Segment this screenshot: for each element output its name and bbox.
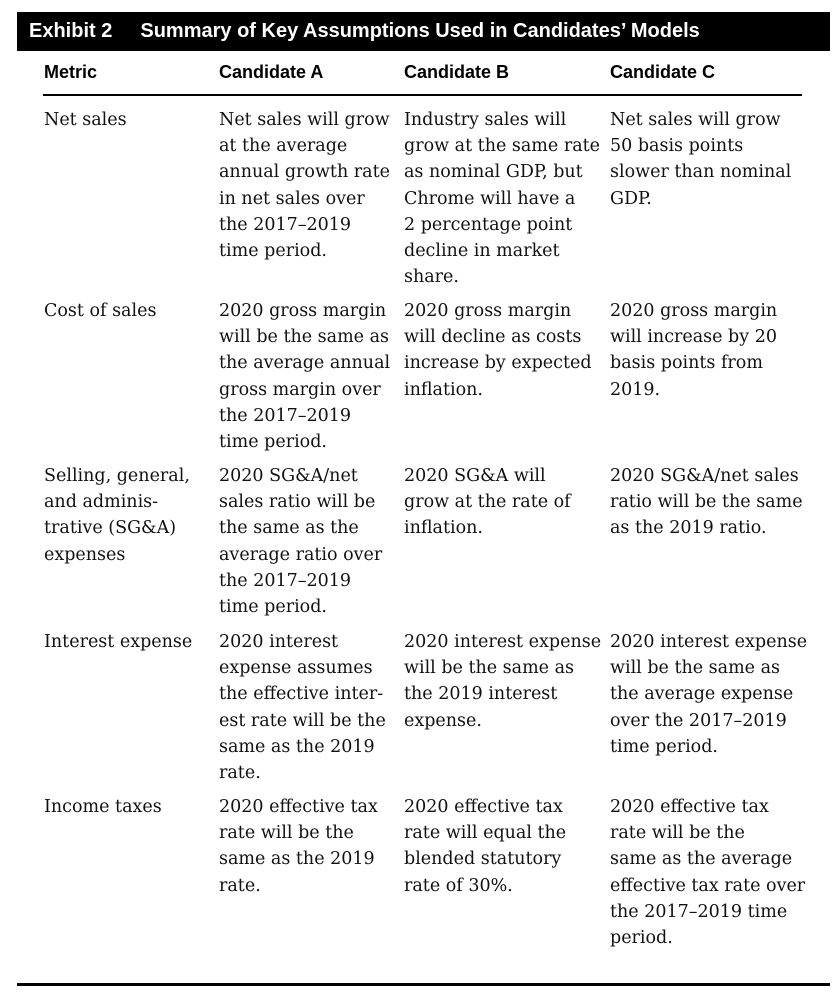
cell-line: same as the 2019: [219, 849, 375, 870]
cell-line: GDP.: [610, 188, 652, 209]
cell-line: the 2019 interest: [404, 684, 558, 705]
cell-line: rate will be the: [610, 823, 745, 844]
exhibit-header: [17, 12, 830, 51]
metric-cell: [44, 298, 156, 324]
cell-line: rate.: [219, 763, 261, 784]
cell-line: Net sales: [44, 110, 127, 130]
cell-line: decline in market: [404, 241, 560, 262]
cell-line: will be the same as: [610, 658, 781, 679]
cell-line: blended statutory: [404, 849, 562, 870]
cell-line: Income taxes: [44, 797, 162, 817]
cell-line: and adminis-: [44, 492, 159, 513]
candidate-a-cell: [219, 463, 382, 620]
cell-line: basis points from: [610, 353, 763, 374]
candidate-c-cell: [610, 298, 777, 403]
cell-line: increase by expected: [404, 353, 592, 374]
cell-line: as nominal GDP, but: [404, 162, 583, 183]
cell-line: at the average: [219, 136, 348, 157]
cell-line: 2020 interest expense: [404, 632, 602, 652]
cell-line: as the 2019 ratio.: [610, 518, 767, 539]
metric-cell: [44, 463, 190, 568]
cell-line: time period.: [219, 432, 327, 453]
cell-line: annual growth rate: [219, 162, 390, 183]
metric-cell: [44, 629, 192, 655]
cell-line: inflation.: [404, 379, 483, 400]
cell-line: the average annual: [219, 353, 391, 374]
cell-line: rate of 30%.: [404, 875, 513, 896]
cell-line: expenses: [44, 544, 126, 565]
cell-line: expense.: [404, 710, 482, 731]
candidate-a-cell: [219, 298, 390, 455]
cell-line: inflation.: [404, 518, 483, 539]
cell-line: 2020 interest: [219, 632, 339, 652]
cell-line: over the 2017–2019: [610, 710, 787, 731]
cell-line: 2020 effective tax: [219, 797, 378, 817]
cell-line: slower than nominal: [610, 162, 792, 183]
cell-line: trative (SG&A): [44, 518, 177, 539]
cell-line: the 2017–2019: [219, 570, 352, 591]
metric-cell: [44, 107, 127, 133]
candidate-b-cell: [404, 463, 571, 542]
cell-line: 2019.: [610, 379, 661, 400]
candidate-b-cell: [404, 794, 566, 899]
cell-line: same as the 2019: [219, 736, 375, 757]
cell-line: Selling, general,: [44, 466, 190, 486]
cell-line: 2020 SG&A/net: [219, 466, 358, 486]
cell-line: rate will equal the: [404, 823, 567, 844]
candidate-b-cell: [404, 298, 592, 403]
candidate-b-cell: [404, 629, 601, 734]
cell-line: time period.: [610, 736, 718, 757]
cell-line: will increase by 20: [610, 327, 777, 348]
cell-line: rate will be the: [219, 823, 354, 844]
cell-line: will be the same as: [219, 327, 390, 348]
column-header-metric: Metric: [44, 62, 98, 82]
cell-line: in net sales over: [219, 188, 365, 209]
cell-line: average ratio over: [219, 544, 383, 565]
cell-line: share.: [404, 267, 459, 288]
cell-line: the 2017–2019 time: [610, 901, 788, 922]
cell-line: 2020 effective tax: [610, 797, 769, 817]
cell-line: the same as the: [219, 518, 359, 539]
cell-line: period.: [610, 928, 673, 949]
candidate-b-cell: [404, 107, 600, 290]
cell-line: rate.: [219, 875, 261, 896]
cell-line: Interest expense: [44, 632, 193, 652]
cell-line: Industry sales will: [404, 110, 567, 130]
cell-line: 2020 gross margin: [610, 301, 778, 321]
cell-line: expense assumes: [219, 658, 373, 679]
column-header-candidate-c: Candidate C: [610, 62, 716, 82]
cell-line: 2020 effective tax: [404, 797, 563, 817]
bottom-rule: [17, 983, 830, 986]
candidate-a-cell: [219, 629, 386, 786]
cell-line: 2020 gross margin: [219, 301, 387, 321]
cell-line: the effective inter-: [219, 684, 384, 705]
cell-line: will decline as costs: [404, 327, 582, 348]
cell-line: Net sales will grow: [610, 110, 781, 130]
header-rule: [43, 94, 802, 96]
cell-line: gross margin over: [219, 379, 381, 400]
candidate-c-cell: [610, 463, 803, 542]
cell-line: est rate will be the: [219, 710, 386, 731]
column-header-candidate-b: Candidate B: [404, 62, 510, 82]
cell-line: 2020 interest expense: [610, 632, 808, 652]
cell-line: 2 percentage point: [404, 214, 573, 235]
cell-line: ratio will be the same: [610, 492, 803, 513]
candidate-c-cell: [610, 629, 807, 760]
exhibit-label: Exhibit 2: [29, 20, 113, 42]
cell-line: 50 basis points: [610, 136, 744, 157]
cell-line: Chrome will have a: [404, 188, 576, 209]
candidate-c-cell: [610, 794, 805, 951]
cell-line: the 2017–2019: [219, 214, 352, 235]
candidate-a-cell: [219, 794, 378, 899]
candidate-c-cell: [610, 107, 791, 212]
cell-line: 2020 SG&A will: [404, 466, 546, 486]
cell-line: 2020 SG&A/net sales: [610, 466, 799, 486]
metric-cell: [44, 794, 162, 820]
cell-line: same as the average: [610, 849, 793, 870]
cell-line: 2020 gross margin: [404, 301, 572, 321]
cell-line: grow at the rate of: [404, 492, 571, 513]
column-header-candidate-a: Candidate A: [219, 62, 324, 82]
cell-line: Net sales will grow: [219, 110, 390, 130]
cell-line: sales ratio will be: [219, 492, 376, 513]
cell-line: the 2017–2019: [219, 405, 352, 426]
cell-line: will be the same as: [404, 658, 575, 679]
candidate-a-cell: [219, 107, 390, 264]
cell-line: grow at the same rate: [404, 136, 601, 157]
cell-line: time period.: [219, 597, 327, 618]
cell-line: Cost of sales: [44, 301, 157, 321]
cell-line: time period.: [219, 241, 327, 262]
cell-line: effective tax rate over: [610, 875, 806, 896]
exhibit-title: Summary of Key Assumptions Used in Candidates’ Models: [140, 20, 700, 42]
cell-line: the average expense: [610, 684, 794, 705]
